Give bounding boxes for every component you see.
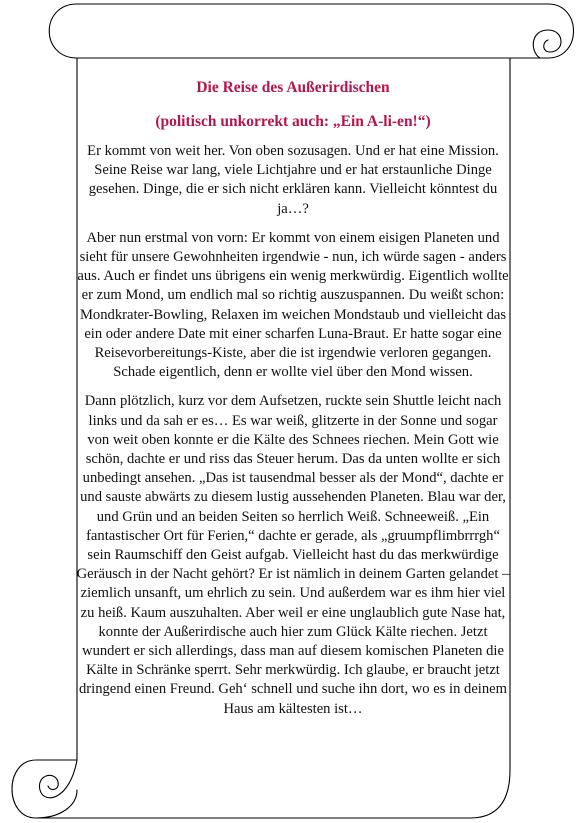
scroll-bottom-roll — [12, 760, 510, 818]
scroll-top-right-curl — [533, 30, 561, 58]
paragraph-1: Er kommt von weit her. Von oben sozusagen. Und er hat eine Mission. Seine Reise war lang, viele Lichtjahre und er hat erstaunliche Dinge gesehen. Dinge, die er sich nicht erklären kann. Vielleicht könntest du ja…? — [87, 143, 499, 217]
paragraph-3: Dann plötzlich, kurz vor dem Aufsetzen, ruckte sein Shuttle leicht nach links und da sah er es… Es war weiß, glitzerte in der Sonne und sogar von weit oben konnte er die Kälte des Schnees riechen. Mein Gott wie schön, dachte er und riss das Steuer herum. Das da unten wollte er sich unbedingt ansehen. „Das ist tausendmal besser als der Mond“, dachte er und sauste abwärts zu diesem lustig aussehenden Planeten. Blau war der, und Grün und an beiden Seiten so herrlich Weiß. Schneeweiß. „Ein fantastischer Ort für Ferien,“ dachte er gerade, als „gruumpflimbrrrgh“ sein Raumschiff den Geist aufgab. Vielleicht hast du das merkwürdige Geräusch in der Nacht gehört? Er ist nämlich in deinem Garten gelandet – ziemlich unsanft, um ehrlich zu sein. Und außerdem war es ihm hier viel zu heiß. Kaum auszuhalten. Aber weil er eine unglaublich gute Nase hat, konnte der Außerirdische auch hier zum Glück Kälte riechen. Jetzt wundert er sich allerdings, dass man auf diesem komischen Planeten die Kälte in Schränke sperrt. Sehr merkwürdig. Ich glaube, er braucht jetzt dringend einen Freund. Geh‘ schnell und suche ihn dort, wo es in deinem Haus am kältesten ist… — [76, 393, 510, 717]
document-subtitle: (politisch unkorrekt auch: „Ein A-li-en!“) — [155, 113, 431, 130]
scroll-bottom-left-curl — [39, 760, 77, 798]
paragraph-2: Aber nun erstmal von vorn: Er kommt von einem eisigen Planeten und sieht für unsere Gewohnheiten irgendwie - nun, ich würde sagen - anders aus. Auch er findet uns übrigens ein wenig merkwürdig. Eigentlich wollte er zum Mond, um endlich mal so richtig auszuspannen. Du weißt schon: Mondkrater-Bowling, Relaxen im weichen Mondstaub und vielleicht das ein oder andere Date mit einer scharfen Luna-Braut. Er hatte sogar eine Reisevorbereitungs-Kiste, aber die ist irgendwie verloren gegangen. Schade eigentlich, denn er wollte viel über den Mond wissen. — [77, 229, 509, 381]
document-content — [76, 78, 510, 719]
scroll-top-roll — [49, 4, 573, 58]
document-title: Die Reise des Außerirdischen — [196, 79, 390, 96]
